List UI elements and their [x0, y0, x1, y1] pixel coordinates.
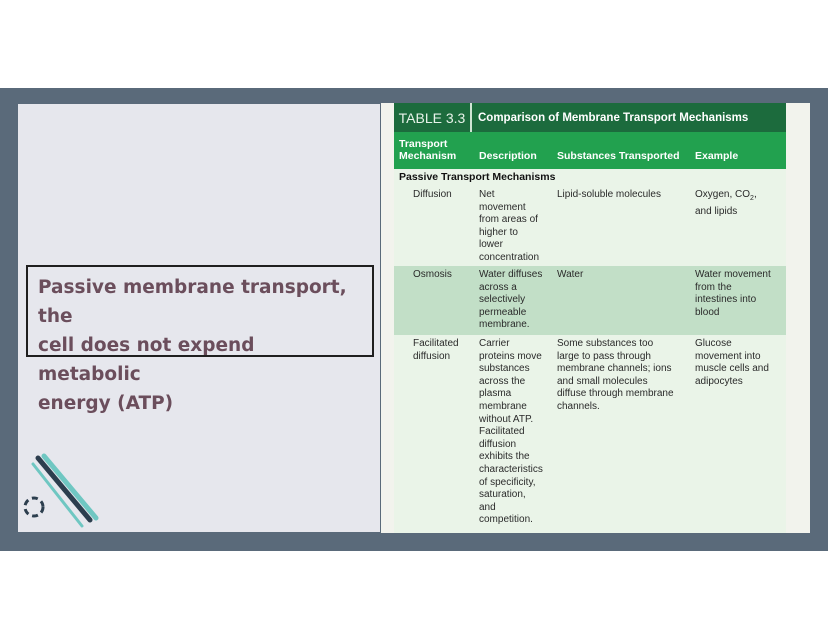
cell-description: Water diffuses across a selectively permeable membrane. [479, 269, 543, 331]
cell-mechanism: Osmosis [413, 269, 452, 280]
table-number: TABLE 3.3 [394, 103, 472, 132]
col-header-example: Example [695, 150, 739, 162]
cell-example: Glucose movement into muscle cells and adipocytes [695, 338, 769, 387]
table-row [394, 186, 786, 266]
table-title: Comparison of Membrane Transport Mechanisms [478, 111, 749, 124]
cell-description: Net movement from areas of higher to lower concentration [479, 189, 540, 263]
col-header-mechanism-1: Transport [399, 138, 448, 150]
cell-mechanism: Diffusion [413, 189, 452, 200]
cell-example: Water movement from the intestines into blood [695, 269, 771, 318]
cell-example: Oxygen, $CO_2$, and lipids [695, 189, 757, 217]
col-header-mechanism-2: Mechanism [399, 150, 457, 162]
table-header [394, 103, 786, 132]
col-header-substances: Substances Transported [557, 150, 680, 162]
callout-line-2: cell does not expend metabolic [38, 335, 255, 385]
cell-substances: Some substances too large to pass through membrane channels; ions and small molecules diffuse through membrane channels. [557, 338, 674, 412]
callout-line-3: energy (ATP) [38, 393, 174, 414]
cell-substances: Water [557, 269, 584, 280]
section-heading-text: Passive Transport Mechanisms [399, 171, 556, 183]
table-row [394, 335, 786, 533]
column-headers [394, 132, 786, 169]
callout-line-1: Passive membrane transport, the [38, 277, 347, 327]
cell-description: Carrier proteins move substances across the plasma membrane without ATP. Facilitated diffusion exhibits the characteristics of specificity, saturation, and competition. [479, 338, 543, 526]
callout-box [26, 265, 374, 414]
cell-substances: Lipid-soluble molecules [557, 189, 661, 200]
table-row [394, 266, 786, 335]
cell-mechanism: Facilitated diffusion [413, 338, 459, 362]
col-header-description: Description [479, 150, 537, 162]
section-heading [394, 169, 786, 186]
decorative-stripes-icon [20, 452, 100, 532]
